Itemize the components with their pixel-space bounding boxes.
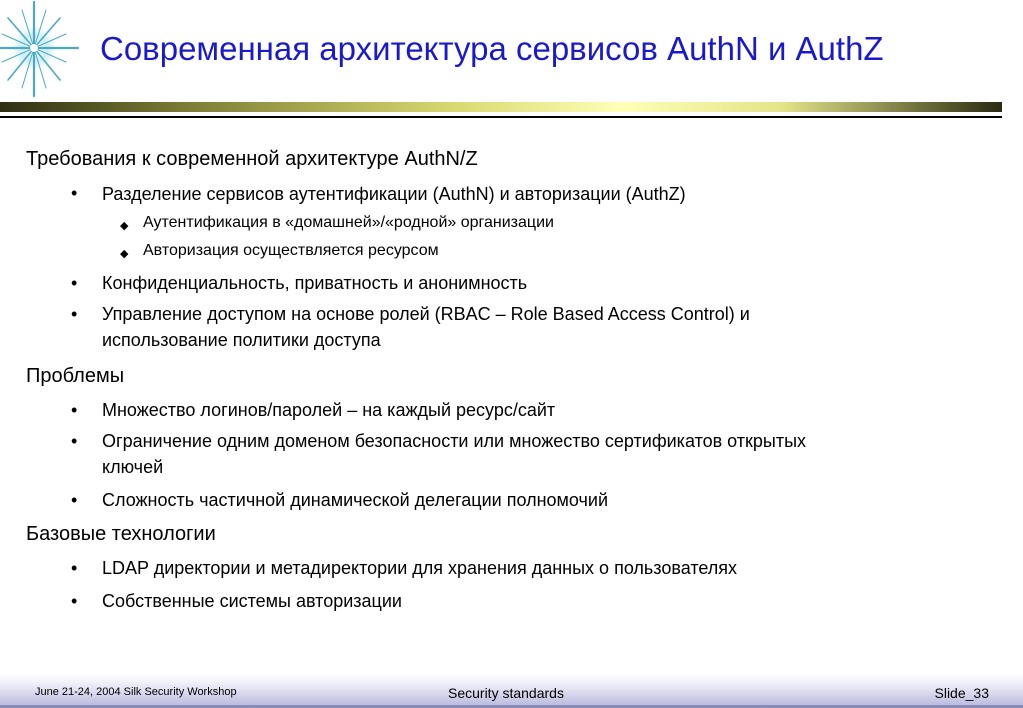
title-decorative-bar (0, 102, 1002, 112)
bullet-icon: • (71, 304, 78, 324)
list-item-line-1: Управление доступом на основе ролей (RBAC – Role Based Access Control) и (102, 304, 750, 324)
footer-topic: Security standards (448, 685, 564, 701)
slide-title: Современная архитектура сервисов AuthN и AuthZ (100, 30, 884, 67)
list-item-line-1: Ограничение одним доменом безопасности или множество сертификатов открытых (102, 431, 807, 451)
title-rule (0, 116, 1002, 118)
diamond-bullet-icon: ◆ (120, 248, 129, 260)
footer-event: June 21-24, 2004 Silk Security Workshop (35, 686, 237, 698)
diamond-bullet-icon: ◆ (120, 220, 129, 232)
bullet-icon: • (71, 558, 78, 578)
list-item: Сложность частичной динамической делегации полномочий (102, 490, 608, 510)
star-logo-icon (0, 0, 80, 100)
list-item: Разделение сервисов аутентификации (AuthN) и авторизации (AuthZ) (102, 184, 686, 204)
section-heading-requirements: Требования к современной архитектуре AuthN/Z (26, 148, 478, 170)
list-item: Конфиденциальность, приватность и анонимность (102, 273, 528, 293)
bullet-icon: • (71, 431, 78, 451)
bullet-icon: • (71, 183, 78, 203)
slide-number: Slide_33 (934, 685, 989, 701)
list-item: Собственные системы авторизации (102, 591, 402, 611)
sub-list-item: Аутентификация в «домашней»/«родной» организации (143, 214, 554, 231)
list-item: Множество логинов/паролей – на каждый ресурс/сайт (102, 400, 556, 420)
sub-list-item: Авторизация осуществляется ресурсом (143, 242, 439, 259)
bullet-icon: • (71, 591, 78, 611)
bullet-icon: • (71, 273, 78, 293)
bullet-icon: • (71, 400, 78, 420)
bullet-icon: • (71, 490, 78, 510)
list-item: LDAP директории и метадиректории для хранения данных о пользователях (102, 558, 738, 578)
section-heading-problems: Проблемы (26, 365, 125, 387)
section-heading-technologies: Базовые технологии (26, 523, 216, 545)
list-item-line-2: использование политики доступа (102, 330, 381, 350)
list-item-line-2: ключей (102, 457, 164, 477)
